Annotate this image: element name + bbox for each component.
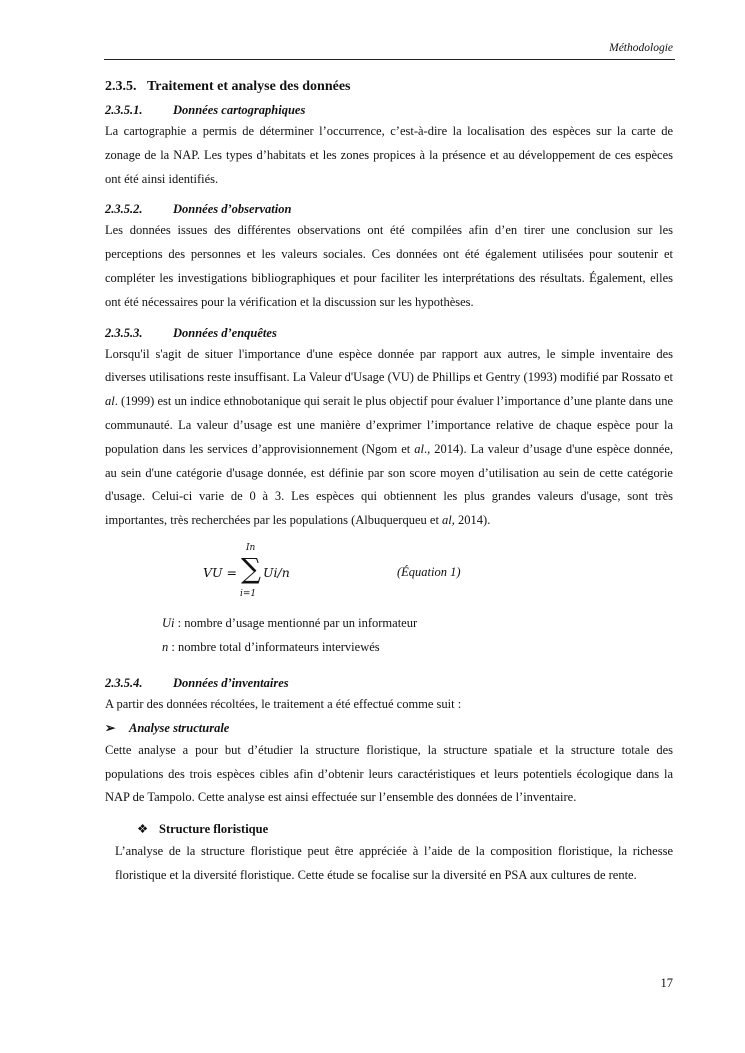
text-italic: al (105, 394, 115, 409)
equation-block (105, 543, 673, 607)
page-content (105, 78, 673, 888)
subsection-title: Données d’enquêtes (173, 325, 277, 340)
equation-definitions (162, 611, 673, 659)
definition-text: : nombre total d’informateurs interviewés (168, 639, 380, 654)
equation-label: (Équation 1) (397, 564, 461, 579)
subsection-title: Données d’observation (173, 202, 292, 217)
bullet-title: Structure floristique (159, 822, 269, 837)
subsection-number: 2.3.5.3. (105, 325, 143, 340)
definition-symbol: n (162, 639, 169, 654)
text-run: ., 2014). La valeur d’usage d'une espèce donnée, au sein d'une catégorie d'usage donnée, est définie par son score moyen d’utilisation au sein de cette catégorie d'usage. Celui-ci varie de 0 à 3. Les espèces qui obtiennent les plus grandes valeurs d'usage, sont très importantes, très recherchées par les populations (Albuquerqueu et (105, 441, 674, 528)
paragraph-structure-floristique: L’analyse de la structure floristique peut être appréciée à l’aide de la composition floristique, la richesse floristique et la diversité floristique. Cette étude se focalise sur la diversité en PSA aux cultures de rente. (115, 844, 673, 882)
diamond-bullet-icon: ❖ (137, 822, 149, 837)
sum-upper-limit: In (246, 542, 256, 553)
text-run: 2014). (454, 513, 491, 528)
sum-lower-limit: i=1 (240, 588, 257, 599)
indented-block (115, 840, 673, 888)
paragraph-analyse-structurale: Cette analyse a pour but d’étudier la structure floristique, la structure spatiale et la structure totale des populations des trois espèces cibles afin d’obtenir leurs caractéristiques et leurs potentiels écologique dans la NAP de Tampolo. Cette analyse est ainsi effectuée sur l’ensemble des données de l’inventaire. (105, 742, 673, 805)
text-italic: al (414, 441, 425, 456)
paragraph-inventaires-intro: A partir des données récoltées, le traitement a été effectué comme suit : (105, 696, 462, 711)
equation-formula (203, 543, 303, 605)
header-rule (104, 59, 675, 60)
definition-item (162, 611, 673, 635)
bullet-structure-floristique (137, 820, 673, 838)
subsection-number: 2.3.5.1. (105, 103, 143, 117)
bullet-analyse-structurale (105, 719, 673, 737)
subsection-number: 2.3.5.4. (105, 675, 143, 690)
equation-lhs: VU = (203, 564, 238, 580)
page-number: 17 (660, 976, 673, 990)
section-title: Traitement et analyse des données (147, 79, 351, 94)
subsection-heading-1 (105, 102, 673, 118)
definition-text: : nombre d’usage mentionné par un informateur (174, 615, 418, 630)
paragraph-enquetes (105, 343, 673, 533)
subsection-title: Données d’inventaires (173, 675, 289, 690)
subsection-number: 2.3.5.2. (105, 202, 143, 217)
paragraph-observation: Les données issues des différentes observations ont été compilées afin d’en tirer une conclusion sur les perceptions des personnes et les valeurs sociales. Ces données ont été également utilisées pour soutenir et compléter les investigations bibliographiques et pour faciliter les interprétations des résultats. Également, elles ont été nécessaires pour la vérification et la discussion sur les hypothèses. (105, 223, 673, 309)
definition-symbol: Ui (162, 615, 175, 630)
running-header: Méthodologie (609, 42, 673, 54)
subsection-heading-2 (105, 201, 673, 217)
arrow-bullet-icon: ➢ (105, 720, 116, 735)
section-heading (105, 78, 673, 96)
subsection-title: Données cartographiques (173, 103, 306, 117)
subsection-heading-3 (105, 325, 673, 341)
text-run: . (1999) est un indice ethnobotanique qui serait le plus objectif pour évaluer l’importance d’une plante dans une communauté. La valeur d’usage est une manière d’exprimer l’importance relative de chaque espèce pour la population dans les services d’approvisionnement (Ngom et (105, 394, 673, 456)
sigma-symbol: ∑ (241, 551, 261, 585)
definition-item (162, 635, 673, 659)
equation-rhs: Ui/n (263, 564, 290, 580)
paragraph-cartographie: La cartographie a permis de déterminer l’occurrence, c’est-à-dire la localisation des espèces sur la carte de zonage de la NAP. Les types d’habitats et les zones propices à la présence et au développement de ces espèces ont été ainsi identifiés. (105, 124, 673, 186)
subsection-heading-4 (105, 675, 673, 691)
text-italic: al, (442, 513, 455, 528)
text-run: Lorsqu'il s'agit de situer l'importance d'une espèce donnée par rapport aux autres, le simple inventaire des diverses utilisations reste insuffisant. La Valeur d'Usage (VU) de Phillips et Gentry (1993) modifié par Rossato et (105, 346, 673, 385)
bullet-title: Analyse structurale (129, 720, 230, 735)
section-number: 2.3.5. (105, 79, 137, 94)
